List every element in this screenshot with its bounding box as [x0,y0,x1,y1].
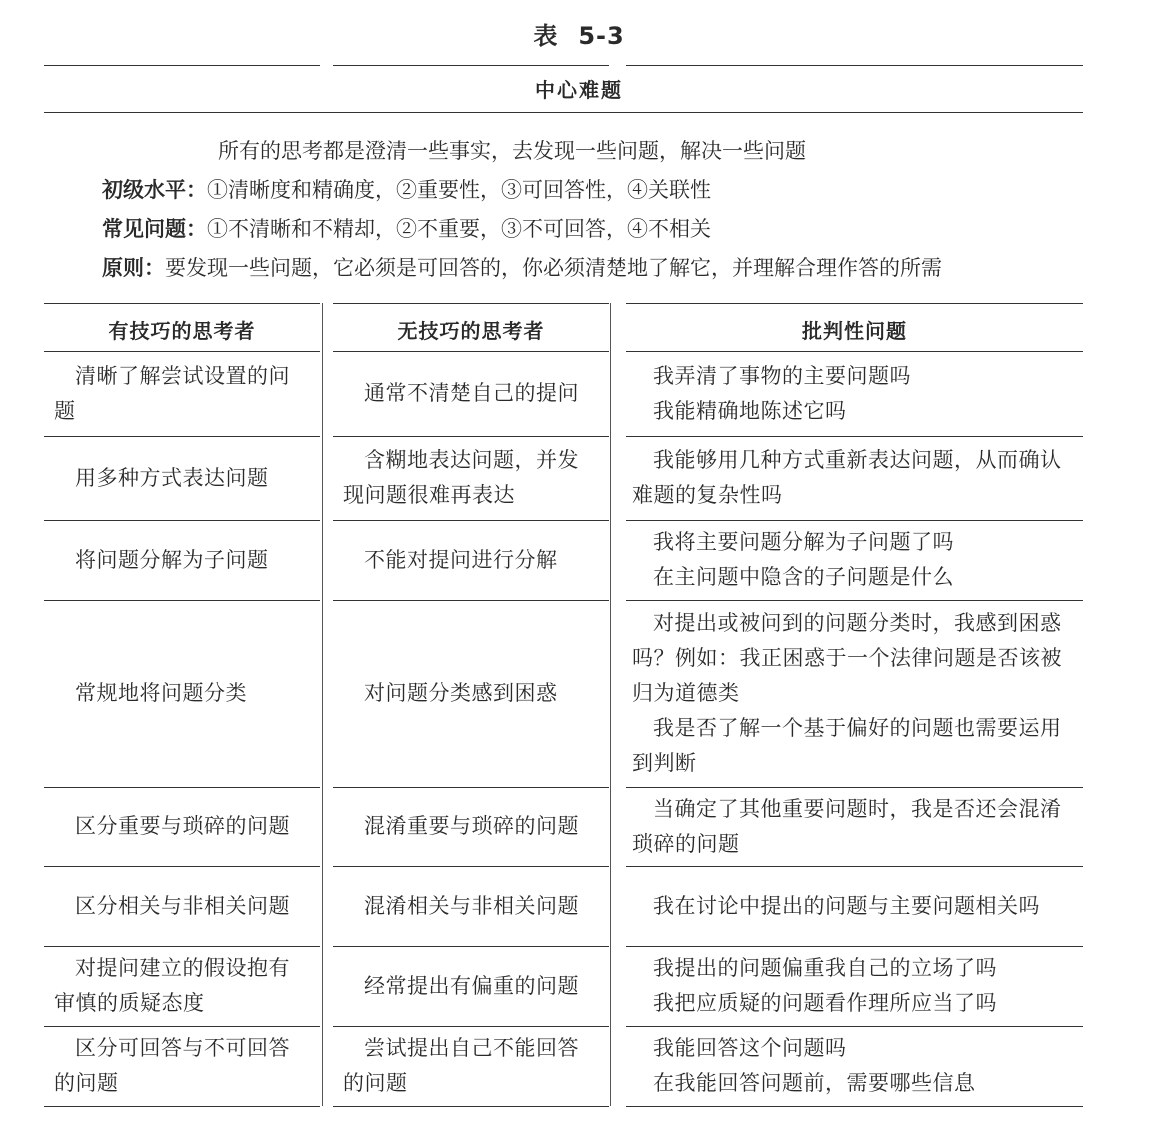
cell-paragraph: 我弄清了事物的主要问题吗 [653,363,911,388]
top-rule [333,65,609,66]
intro-principle [102,253,942,283]
critical-cell [632,436,1077,520]
skilled-cell [54,866,310,946]
table-top-rule [44,303,320,304]
cell-paragraph: 常规地将问题分类 [75,681,247,705]
cell-paragraph: 我能够用几种方式重新表达问题，从而确认难题的复杂性吗 [632,448,1062,507]
cell-paragraph: 对提问建立的假设抱有审慎的质疑态度 [54,956,290,1015]
unskilled-cell [343,351,599,436]
cell-paragraph: 将问题分解为子问题 [75,547,269,572]
cell-paragraph: 区分重要与琐碎的问题 [75,814,290,838]
skilled-cell [54,787,310,866]
cell-paragraph: 我在讨论中提出的问题与主要问题相关吗 [653,893,1040,918]
section-heading: 中心难题 [535,78,623,102]
column-divider [610,303,611,1106]
level-text: ①清晰度和精确度，②重要性，③可回答性，④关联性 [207,178,711,202]
cell-paragraph: 我将主要问题分解为子问题了吗 [653,530,954,554]
col-header-critical: 批判性问题 [802,319,907,343]
principle-label: 原则： [102,256,165,280]
critical-cell [632,866,1077,946]
cell-paragraph: 我提出的问题偏重我自己的立场了吗 [653,956,997,980]
cell-paragraph: 混淆相关与非相关问题 [364,893,579,918]
cell-paragraph: 用多种方式表达问题 [75,465,269,490]
critical-cell [632,351,1077,436]
top-rule [626,65,1083,66]
skilled-cell [54,1026,310,1106]
critical-cell [632,520,1077,600]
cell-paragraph: 不能对提问进行分解 [364,547,558,572]
unskilled-cell [343,520,599,600]
cell-paragraph: 我能精确地陈述它吗 [653,398,847,423]
unskilled-cell [343,436,599,520]
table-number: 5-3 [578,22,625,50]
cell-paragraph: 对问题分类感到困惑 [364,681,558,705]
skilled-cell [54,600,310,787]
intro-common [102,214,711,244]
critical-cell [632,1026,1077,1106]
level-label: 初级水平： [102,178,207,202]
unskilled-cell [343,946,599,1026]
skilled-cell [54,520,310,600]
cell-paragraph: 当确定了其他重要问题时，我是否还会混淆琐碎的问题 [632,796,1062,856]
cell-paragraph: 经常提出有偏重的问题 [364,973,579,998]
skilled-cell [54,946,310,1026]
table-bottom-rule [44,1106,320,1107]
skilled-cell [54,436,310,520]
heading-rule [44,112,1083,113]
unskilled-cell [343,1026,599,1106]
cell-paragraph: 我能回答这个问题吗 [653,1036,847,1060]
table-top-rule [333,303,609,304]
cell-paragraph: 我把应质疑的问题看作理所应当了吗 [653,991,997,1015]
unskilled-cell [343,600,599,787]
cell-paragraph: 我是否了解一个基于偏好的问题也需要运用到判断 [632,716,1062,775]
cell-paragraph: 含糊地表达问题，并发现问题很难再表达 [343,448,579,507]
unskilled-cell [343,787,599,866]
column-divider [322,303,323,1106]
cell-paragraph: 区分相关与非相关问题 [75,893,290,918]
unskilled-cell [343,866,599,946]
principle-text: 要发现一些问题，它必须是可回答的，你必须清楚地了解它，并理解合理作答的所需 [165,256,942,280]
intro-statement: 所有的思考都是澄清一些事实，去发现一些问题，解决一些问题 [218,139,806,163]
skilled-cell [54,351,310,436]
critical-cell [632,787,1077,866]
critical-cell [632,600,1077,787]
common-text: ①不清晰和不精却，②不重要，③不可回答，④不相关 [207,217,711,241]
cell-paragraph: 尝试提出自己不能回答的问题 [343,1036,579,1095]
col-header-unskilled: 无技巧的思考者 [397,319,545,343]
cell-paragraph: 区分可回答与不可回答的问题 [54,1036,290,1095]
critical-cell [632,946,1077,1026]
cell-paragraph: 对提出或被问到的问题分类时，我感到困惑吗？例如：我正困惑于一个法律问题是否该被归为道德类 [632,611,1062,705]
cell-paragraph: 混淆重要与琐碎的问题 [364,814,579,838]
common-label: 常见问题： [102,217,207,241]
top-rule [44,65,320,66]
cell-paragraph: 通常不清楚自己的提问 [364,381,579,405]
cell-paragraph: 清晰了解尝试设置的问题 [54,363,290,423]
table-bottom-rule [626,1106,1083,1107]
cell-paragraph: 在我能回答问题前，需要哪些信息 [653,1071,976,1095]
table-bottom-rule [333,1106,609,1107]
intro-level [102,175,711,205]
col-header-skilled: 有技巧的思考者 [108,319,256,343]
table-title [0,16,1158,51]
table-top-rule [626,303,1083,304]
cell-paragraph: 在主问题中隐含的子问题是什么 [653,565,954,589]
table-label: 表 [533,22,559,50]
